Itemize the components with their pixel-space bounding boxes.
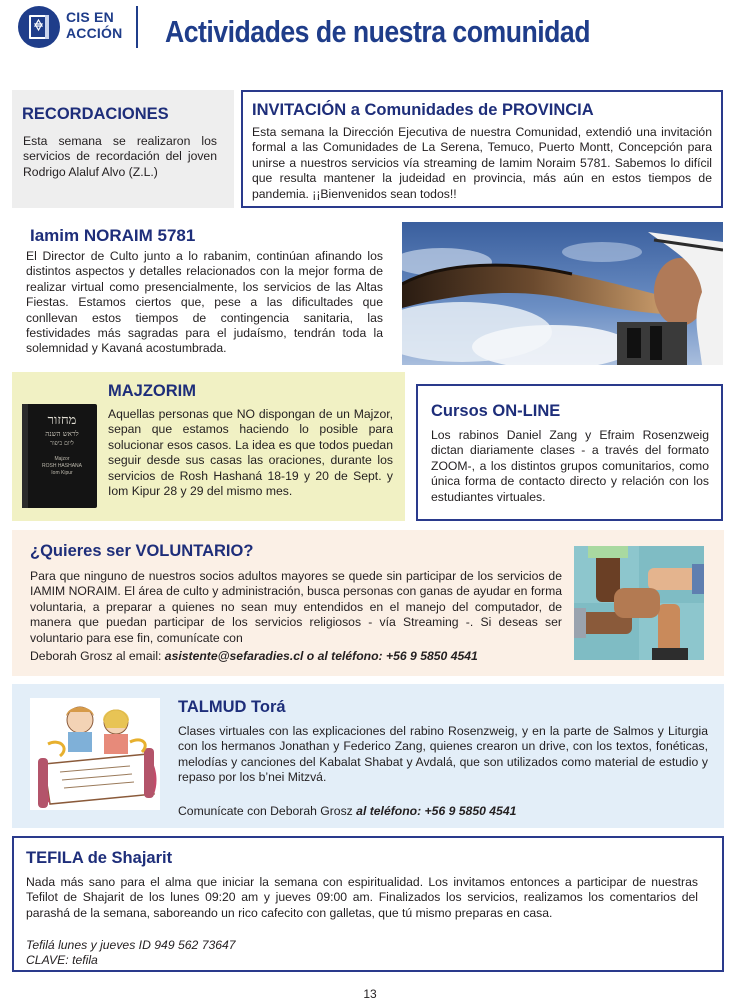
- voluntario-box: [12, 530, 724, 676]
- talmud-box: [12, 684, 724, 828]
- tefila-title: TEFILA de Shajarit: [26, 849, 173, 867]
- voluntario-contact-emphasis: asistente@sefaradies.cl o al teléfono: +56 9 5850 4541: [164, 649, 478, 663]
- section-label-line-2: ACCIÓN: [66, 25, 123, 41]
- noraim-body: El Director de Culto junto a lo rabanim, continúan afinando los distintos aspectos y detalles relacionados con la mejor forma de realizar virtual como presencialmente, los servicios de las Altas Fiestas. Estamos ciertos que, pese a las dificultades que conllevan estos tiempos de contingencia sanitaria, las festividades más sagradas para el judaísmo, tendrán toda la solemnidad y Kavaná acostumbrada.: [26, 249, 383, 356]
- majzor-book: [22, 404, 97, 508]
- book-star-icon: [18, 6, 60, 48]
- cursos-box: [416, 384, 723, 521]
- book-small-2: ROSH HASHANA: [41, 463, 82, 469]
- talmud-body: Clases virtuales con las explicaciones del rabino Rosenzweig, y en la parte de Salmos y Liturgia con los hermanos Jonathan y Federico Zang, quienes crearon un drive, con los textos, fonéticas, melodías y canciones del Kabalat Shabat y Avdalá, que son utilizados como material de estudio y repaso por los b’nei Mitzvá.: [178, 724, 708, 785]
- book-small-3: Iom Kipur: [51, 470, 73, 476]
- cis-logo: [18, 6, 60, 48]
- cursos-title: Cursos ON-LINE: [431, 402, 561, 420]
- talmud-contact-prefix: Comunícate con Deborah Grosz: [178, 804, 357, 818]
- section-label: [66, 9, 122, 41]
- voluntario-contact-prefix: Deborah Grosz al email:: [30, 649, 165, 663]
- tefila-body: Nada más sano para el alma que iniciar la semana con espiritualidad. Los invitamos entonces a participar de nuestras Tefilot de Shajarit de los lunes 09:20 am y jueves 09:00 am. Finalizados los servicios, realizamos los comentarios del parashá de la semana, saboreando un rico cafecito con galletas, que tú mismo preparas en casa.: [26, 875, 698, 920]
- book-small-1: Majzor: [54, 456, 70, 462]
- voluntario-body: Para que ninguno de nuestros socios adultos mayores se quede sin participar de los servicios de IAMIM NORAIM. El área de culto y administración, busca personas con ganas de ayudar en forma voluntaria, a preparar a quienes no sean muy entendidos en el manejo del computador, de manera que puedan participar de los servicios religiosos - vía Streaming -. Si deseas ser voluntario para ese fin, comunícate con: [30, 569, 562, 645]
- recordaciones-body: Esta semana se realizaron los servicios de recordación del joven Rodrigo Alaluf Alvo (Z.L.): [23, 134, 217, 179]
- page-number: 13: [363, 987, 377, 1001]
- noraim-title: Iamim NORAIM 5781: [30, 226, 196, 245]
- majzorim-box: [12, 372, 405, 521]
- recordaciones-box: [12, 90, 234, 208]
- tefila-clave-line: CLAVE: tefila: [26, 953, 98, 967]
- book-spine: [22, 404, 28, 508]
- majzorim-title: MAJZORIM: [108, 382, 196, 400]
- book-hebrew-subtitle: לראש השנה: [45, 430, 79, 438]
- tefila-zoom-line: Tefilá lunes y jueves ID 949 562 73647: [26, 938, 236, 952]
- talmud-contact-emphasis: al teléfono: +56 9 5850 4541: [356, 804, 517, 818]
- voluntario-title: ¿Quieres ser VOLUNTARIO?: [30, 542, 254, 560]
- voluntario-contact: [30, 649, 570, 664]
- invitacion-title: INVITACIÓN a Comunidades de PROVINCIA: [252, 101, 594, 119]
- shofar-illustration: [402, 222, 723, 365]
- header-divider: [136, 6, 138, 48]
- talmud-contact: [178, 804, 708, 819]
- majzorim-body: Aquellas personas que NO dispongan de un Majzor, sepan que estamos haciendo lo posible para solucionar esos casos. La idea es que todos puedan seguir desde sus casas las oraciones, durante los servicios de Rosh Hashaná 18-19 y 20 de Sept. y Iom Kipur 28 y 29 del mismo mes.: [108, 407, 393, 499]
- invitacion-box: [241, 90, 723, 208]
- recordaciones-title: RECORDACIONES: [22, 105, 169, 123]
- section-label-line-1: CIS EN: [66, 9, 114, 25]
- hands-icon: [574, 546, 704, 660]
- tefila-box: [12, 836, 724, 972]
- talmud-title: TALMUD Torá: [178, 698, 286, 716]
- book-hebrew-title: מחזור: [47, 413, 77, 428]
- hands-illustration: [574, 546, 704, 660]
- shofar-photo: [402, 222, 723, 365]
- book-hebrew-line: ליום כיפור: [50, 440, 74, 447]
- cursos-body: Los rabinos Daniel Zang y Efraim Rosenzweig dictan diariamente clases - a través del formato ZOOM-, a los distintos grupos comunitarios, como única forma de contacto directo y relación con los estudiantes virtuales.: [431, 428, 709, 504]
- page-title: Actividades de nuestra comunidad: [165, 14, 590, 49]
- torah-kids-illustration: [30, 698, 160, 810]
- torah-scroll-icon: [30, 698, 160, 810]
- invitacion-body: Esta semana la Dirección Ejecutiva de nuestra Comunidad, extendió una invitación formal a las Comunidades de La Serena, Temuco, Puerto Montt, Concepción para unirse a nuestros servicios vía streaming de Iamim Noraim 5781. Sabemos lo difícil que resulta mantener la judeidad en provincia, más aún en estos tiempos de pandemia. ¡¡Bienvenidos sean todos!!: [252, 125, 712, 201]
